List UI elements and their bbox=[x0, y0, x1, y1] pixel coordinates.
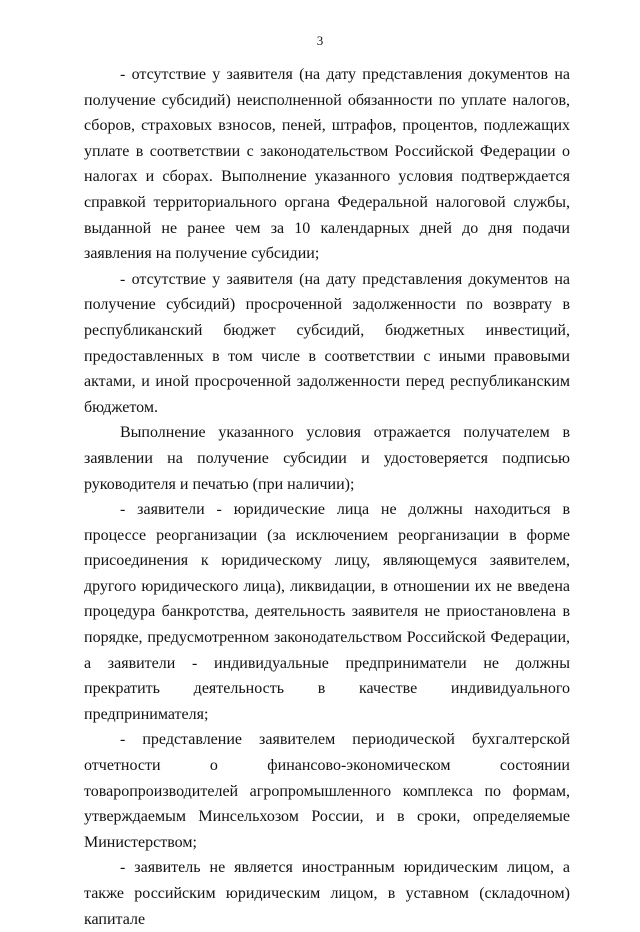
paragraph-accounting-reports: - представление заявителем периодической бухгалтерской отчетности о финансово-экономическом состоянии товаропроизводителей агропромышленного комплекса по формам, утверждаемым Минсельхозом России, и в сроки, определяемые Министерством; bbox=[84, 731, 570, 851]
paragraph-overdue-debt: - отсутствие у заявителя (на дату представления документов на получение субсидий) просроченной задолженности по возврату в республиканский бюджет субсидий, бюджетных инвестиций, предоставленных в том числе в соответствии с иными правовыми актами, и иной просроченной задолженности перед республиканским бюджетом. bbox=[84, 270, 570, 416]
paragraph-foreign-entity: - заявитель не является иностранным юридическим лицом, а также российским юридическим лицом, в уставном (складочном) капитале bbox=[84, 859, 570, 928]
paragraph-tax-obligations: - отсутствие у заявителя (на дату представления документов на получение субсидий) неисполненной обязанности по уплате налогов, сборов, страховых взносов, пеней, штрафов, процентов, подлежащих уплате в соответствии с законодательством Российской Федерации о налогах и сборах. Выполнение указанного условия подтверждается справкой территориального органа Федеральной налоговой службы, выданной не ранее чем за 10 календарных дней до дня подачи заявления на получение субсидии; bbox=[84, 66, 570, 263]
document-body bbox=[84, 62, 570, 932]
paragraph-reorganization: - заявители - юридические лица не должны находиться в процессе реорганизации (за исключением реорганизации в форме присоединения к юридическому лицу, являющемуся заявителем, другого юридического лица), ликвидации, в отношении их не введена процедура банкротства, деятельность заявителя не приостановлена в порядке, предусмотренном законодательством Российской Федерации, а заявители - индивидуальные предприниматели не должны прекратить деятельность в качестве индивидуального предпринимателя; bbox=[84, 501, 570, 723]
paragraph-condition-confirmation: Выполнение указанного условия отражается получателем в заявлении на получение субсидии и удостоверяется подписью руководителя и печатью (при наличии); bbox=[84, 424, 570, 493]
page-number: 3 bbox=[316, 33, 324, 48]
